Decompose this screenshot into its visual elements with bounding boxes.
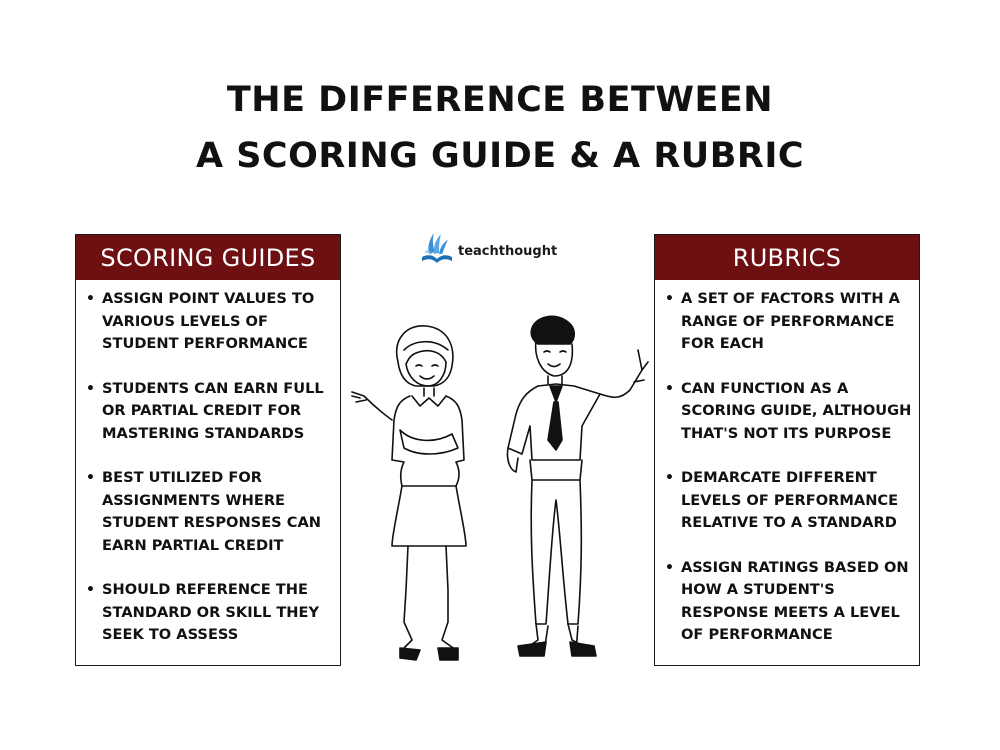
teacher-and-student-illustration — [330, 310, 660, 680]
page-title-line-1: THE DIFFERENCE BETWEEN — [226, 80, 774, 120]
man-figure — [507, 316, 648, 656]
list-item: • ASSIGN RATINGS BASED ON HOW A STUDENT'S RESPONSE MEETS A LEVEL OF PERFORMANCE — [655, 557, 919, 647]
rubrics-panel — [654, 234, 920, 666]
page-title-line-2: A SCORING GUIDE & A RUBRIC — [195, 136, 805, 176]
scoring-guides-panel — [75, 234, 341, 666]
list-item: • DEMARCATE DIFFERENT LEVELS OF PERFORMANCE RELATIVE TO A STANDARD — [655, 467, 919, 535]
brand-name: teachthought — [458, 243, 558, 259]
book-flame-logo-icon — [420, 230, 454, 272]
teachthought-logo — [420, 230, 557, 272]
list-item: • BEST UTILIZED FOR ASSIGNMENTS WHERE STUDENT RESPONSES CAN EARN PARTIAL CREDIT — [76, 467, 340, 557]
list-item: • SHOULD REFERENCE THE STANDARD OR SKILL THEY SEEK TO ASSESS — [76, 579, 340, 647]
list-item: • STUDENTS CAN EARN FULL OR PARTIAL CREDIT FOR MASTERING STANDARDS — [76, 378, 340, 446]
list-item: • A SET OF FACTORS WITH A RANGE OF PERFORMANCE FOR EACH — [655, 288, 919, 356]
rubrics-list — [655, 280, 919, 647]
scoring-guides-list — [76, 280, 340, 647]
scoring-guides-heading: SCORING GUIDES — [76, 235, 340, 280]
list-item: • ASSIGN POINT VALUES TO VARIOUS LEVELS OF STUDENT PERFORMANCE — [76, 288, 340, 356]
list-item: • CAN FUNCTION AS A SCORING GUIDE, ALTHOUGH THAT'S NOT ITS PURPOSE — [655, 378, 919, 446]
rubrics-heading: RUBRICS — [655, 235, 919, 280]
woman-figure — [352, 326, 466, 660]
